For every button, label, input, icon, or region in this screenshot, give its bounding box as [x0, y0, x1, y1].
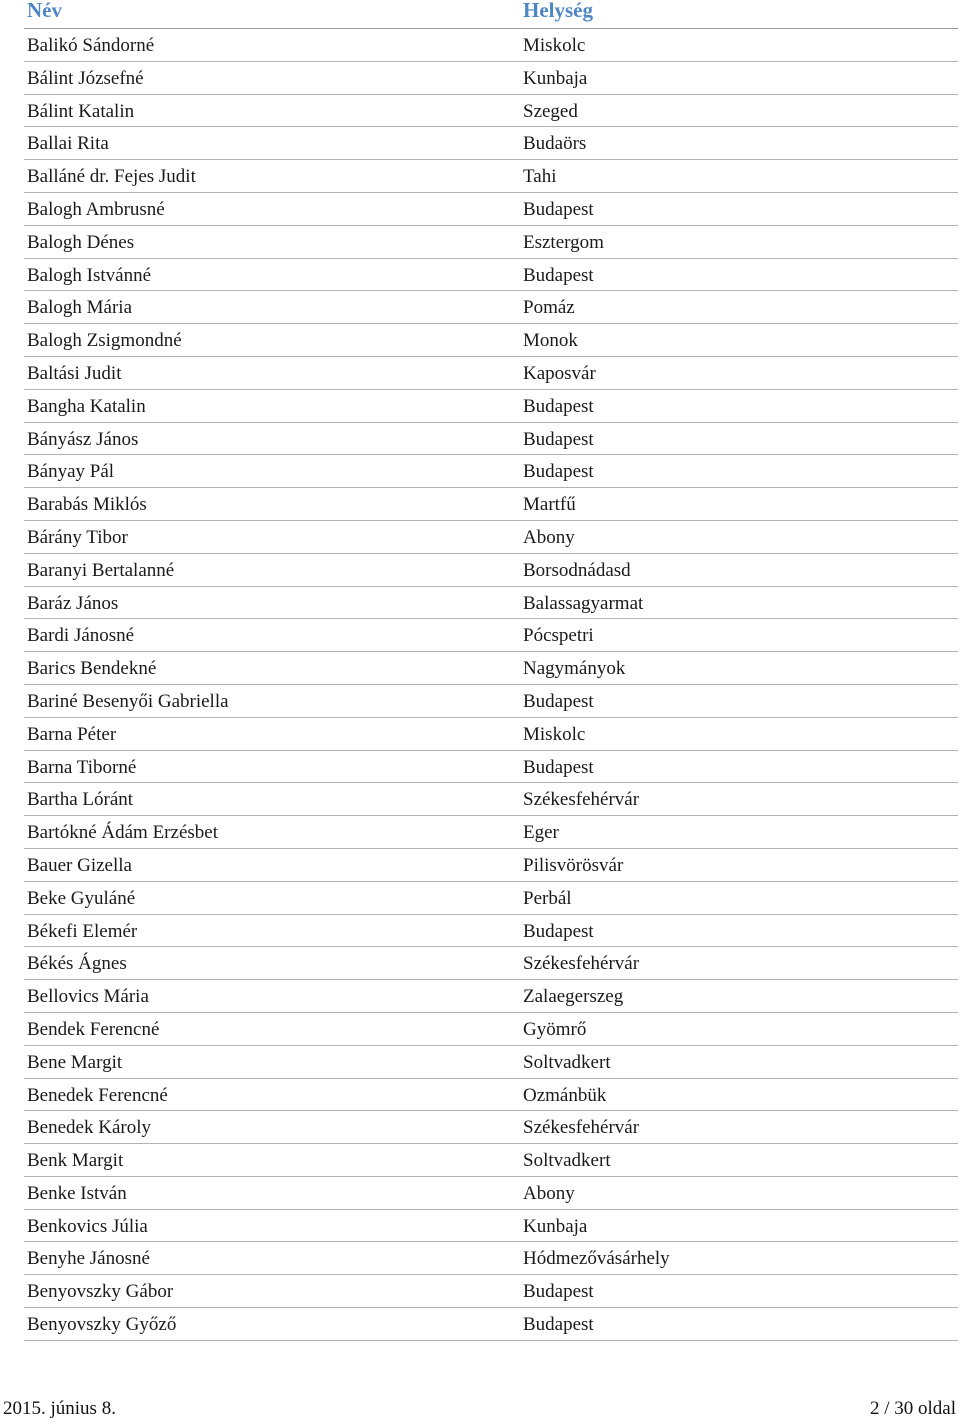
table-row — [24, 1308, 958, 1341]
city-cell: Budapest — [523, 198, 594, 220]
city-cell: Pilisvörösvár — [523, 854, 624, 876]
table-row — [24, 1079, 958, 1112]
name-cell: Balogh Dénes — [27, 231, 135, 253]
city-cell: Székesfehérvár — [523, 953, 640, 975]
table-row — [24, 980, 958, 1013]
name-cell: Barna Tiborné — [27, 756, 137, 778]
table-row — [24, 62, 958, 95]
table-row — [24, 1242, 958, 1275]
name-cell: Baranyi Bertalanné — [27, 559, 175, 581]
name-cell: Bardi Jánosné — [27, 625, 135, 647]
table-row — [24, 423, 958, 456]
table-row — [24, 455, 958, 488]
city-cell: Esztergom — [523, 231, 604, 253]
city-cell: Abony — [523, 526, 575, 548]
name-cell: Bauer Gizella — [27, 854, 132, 876]
table-row — [24, 652, 958, 685]
table-row — [24, 1046, 958, 1079]
city-cell: Balassagyarmat — [523, 592, 644, 614]
footer-page-number: 2 / 30 oldal — [869, 1398, 956, 1419]
name-cell: Balogh Zsigmondné — [27, 330, 182, 352]
city-cell: Kunbaja — [523, 1215, 588, 1237]
name-cell: Bálint Józsefné — [27, 67, 144, 89]
city-cell: Budapest — [523, 1281, 594, 1303]
city-cell: Budapest — [523, 395, 594, 417]
table-row — [24, 324, 958, 357]
table-row — [24, 95, 958, 128]
table-row — [24, 751, 958, 784]
city-cell: Budapest — [523, 264, 594, 286]
table-row — [24, 29, 958, 62]
name-cell: Baráz János — [27, 592, 119, 614]
city-cell: Miskolc — [523, 723, 586, 745]
table-row — [24, 554, 958, 587]
name-cell: Békés Ágnes — [27, 953, 127, 975]
city-cell: Budapest — [523, 690, 594, 712]
name-cell: Benyovszky Győző — [27, 1314, 177, 1336]
city-cell: Borsodnádasd — [523, 559, 631, 581]
city-cell: Eger — [523, 822, 559, 844]
table-row — [24, 488, 958, 521]
column-header-city: Helység — [523, 0, 593, 22]
name-cell: Ballai Rita — [27, 133, 109, 155]
name-cell: Bartha Lóránt — [27, 789, 134, 811]
table-row — [24, 882, 958, 915]
table-row — [24, 521, 958, 554]
city-cell: Pócspetri — [523, 625, 594, 647]
name-cell: Balikó Sándorné — [27, 35, 155, 56]
table-row — [24, 291, 958, 324]
table-row — [24, 390, 958, 423]
table-row — [24, 849, 958, 882]
city-cell: Monok — [523, 330, 578, 352]
table-row — [24, 587, 958, 620]
name-cell: Bárány Tibor — [27, 526, 128, 548]
name-cell: Békefi Elemér — [27, 920, 138, 942]
table-row — [24, 915, 958, 948]
name-cell: Balláné dr. Fejes Judit — [27, 166, 196, 188]
name-cell: Benedek Károly — [27, 1117, 151, 1139]
city-cell: Martfű — [523, 494, 576, 516]
table-row — [24, 1210, 958, 1243]
table-row — [24, 685, 958, 718]
name-cell: Bangha Katalin — [27, 395, 146, 417]
city-cell: Ozmánbük — [523, 1084, 607, 1106]
footer-date: 2015. június 8. — [3, 1398, 116, 1419]
city-cell: Miskolc — [523, 35, 586, 56]
city-cell: Abony — [523, 1182, 575, 1204]
city-cell: Nagymányok — [523, 658, 626, 680]
name-cell: Benedek Ferencné — [27, 1084, 168, 1106]
table-row — [24, 783, 958, 816]
name-cell: Bendek Ferencné — [27, 1018, 160, 1040]
name-cell: Bartókné Ádám Erzésbet — [27, 822, 218, 844]
name-cell: Balogh Ambrusné — [27, 198, 165, 220]
member-table — [24, 0, 958, 1341]
city-cell: Szeged — [523, 100, 578, 122]
city-cell: Székesfehérvár — [523, 1117, 640, 1139]
table-row — [24, 718, 958, 751]
city-cell: Soltvadkert — [523, 1051, 611, 1073]
city-cell: Perbál — [523, 887, 572, 909]
city-cell: Budapest — [523, 756, 594, 778]
city-cell: Budapest — [523, 920, 594, 942]
city-cell: Budapest — [523, 428, 594, 450]
table-row — [24, 259, 958, 292]
name-cell: Bariné Besenyői Gabriella — [27, 690, 229, 712]
table-row — [24, 1013, 958, 1046]
table-row — [24, 619, 958, 652]
name-cell: Balogh Istvánné — [27, 264, 152, 286]
page-footer — [0, 1396, 960, 1424]
column-header-name: Név — [27, 0, 62, 22]
city-cell: Hódmezővásárhely — [523, 1248, 670, 1270]
table-row — [24, 1144, 958, 1177]
table-row — [24, 1275, 958, 1308]
name-cell: Baltási Judit — [27, 362, 122, 384]
name-cell: Barna Péter — [27, 723, 117, 745]
name-cell: Beke Gyuláné — [27, 887, 136, 909]
name-cell: Bene Margit — [27, 1051, 123, 1073]
city-cell: Budapest — [523, 461, 594, 483]
city-cell: Székesfehérvár — [523, 789, 640, 811]
name-cell: Barics Bendekné — [27, 658, 157, 680]
table-row — [24, 1177, 958, 1210]
city-cell: Zalaegerszeg — [523, 986, 624, 1008]
city-cell: Gyömrő — [523, 1018, 587, 1040]
table-row — [24, 816, 958, 849]
city-cell: Pomáz — [523, 297, 575, 319]
name-cell: Balogh Mária — [27, 297, 133, 319]
name-cell: Bányay Pál — [27, 461, 115, 483]
name-cell: Bányász János — [27, 428, 139, 450]
city-cell: Budaörs — [523, 133, 587, 155]
table-row — [24, 357, 958, 390]
name-cell: Benkovics Júlia — [27, 1215, 148, 1237]
table-row — [24, 1111, 958, 1144]
name-cell: Benk Margit — [27, 1150, 124, 1172]
name-cell: Bellovics Mária — [27, 986, 149, 1008]
name-cell: Benke István — [27, 1182, 127, 1204]
table-row — [24, 127, 958, 160]
city-cell: Budapest — [523, 1314, 594, 1336]
table-row — [24, 193, 958, 226]
table-row — [24, 160, 958, 193]
name-cell: Benyhe Jánosné — [27, 1248, 150, 1270]
city-cell: Kunbaja — [523, 67, 588, 89]
city-cell: Tahi — [523, 166, 557, 188]
table-row — [24, 226, 958, 259]
city-cell: Soltvadkert — [523, 1150, 611, 1172]
name-cell: Bálint Katalin — [27, 100, 135, 122]
table-body — [24, 29, 958, 1341]
table-row — [24, 947, 958, 980]
table-header — [24, 0, 958, 29]
city-cell: Kaposvár — [523, 362, 596, 384]
name-cell: Barabás Miklós — [27, 494, 147, 516]
name-cell: Benyovszky Gábor — [27, 1281, 174, 1303]
